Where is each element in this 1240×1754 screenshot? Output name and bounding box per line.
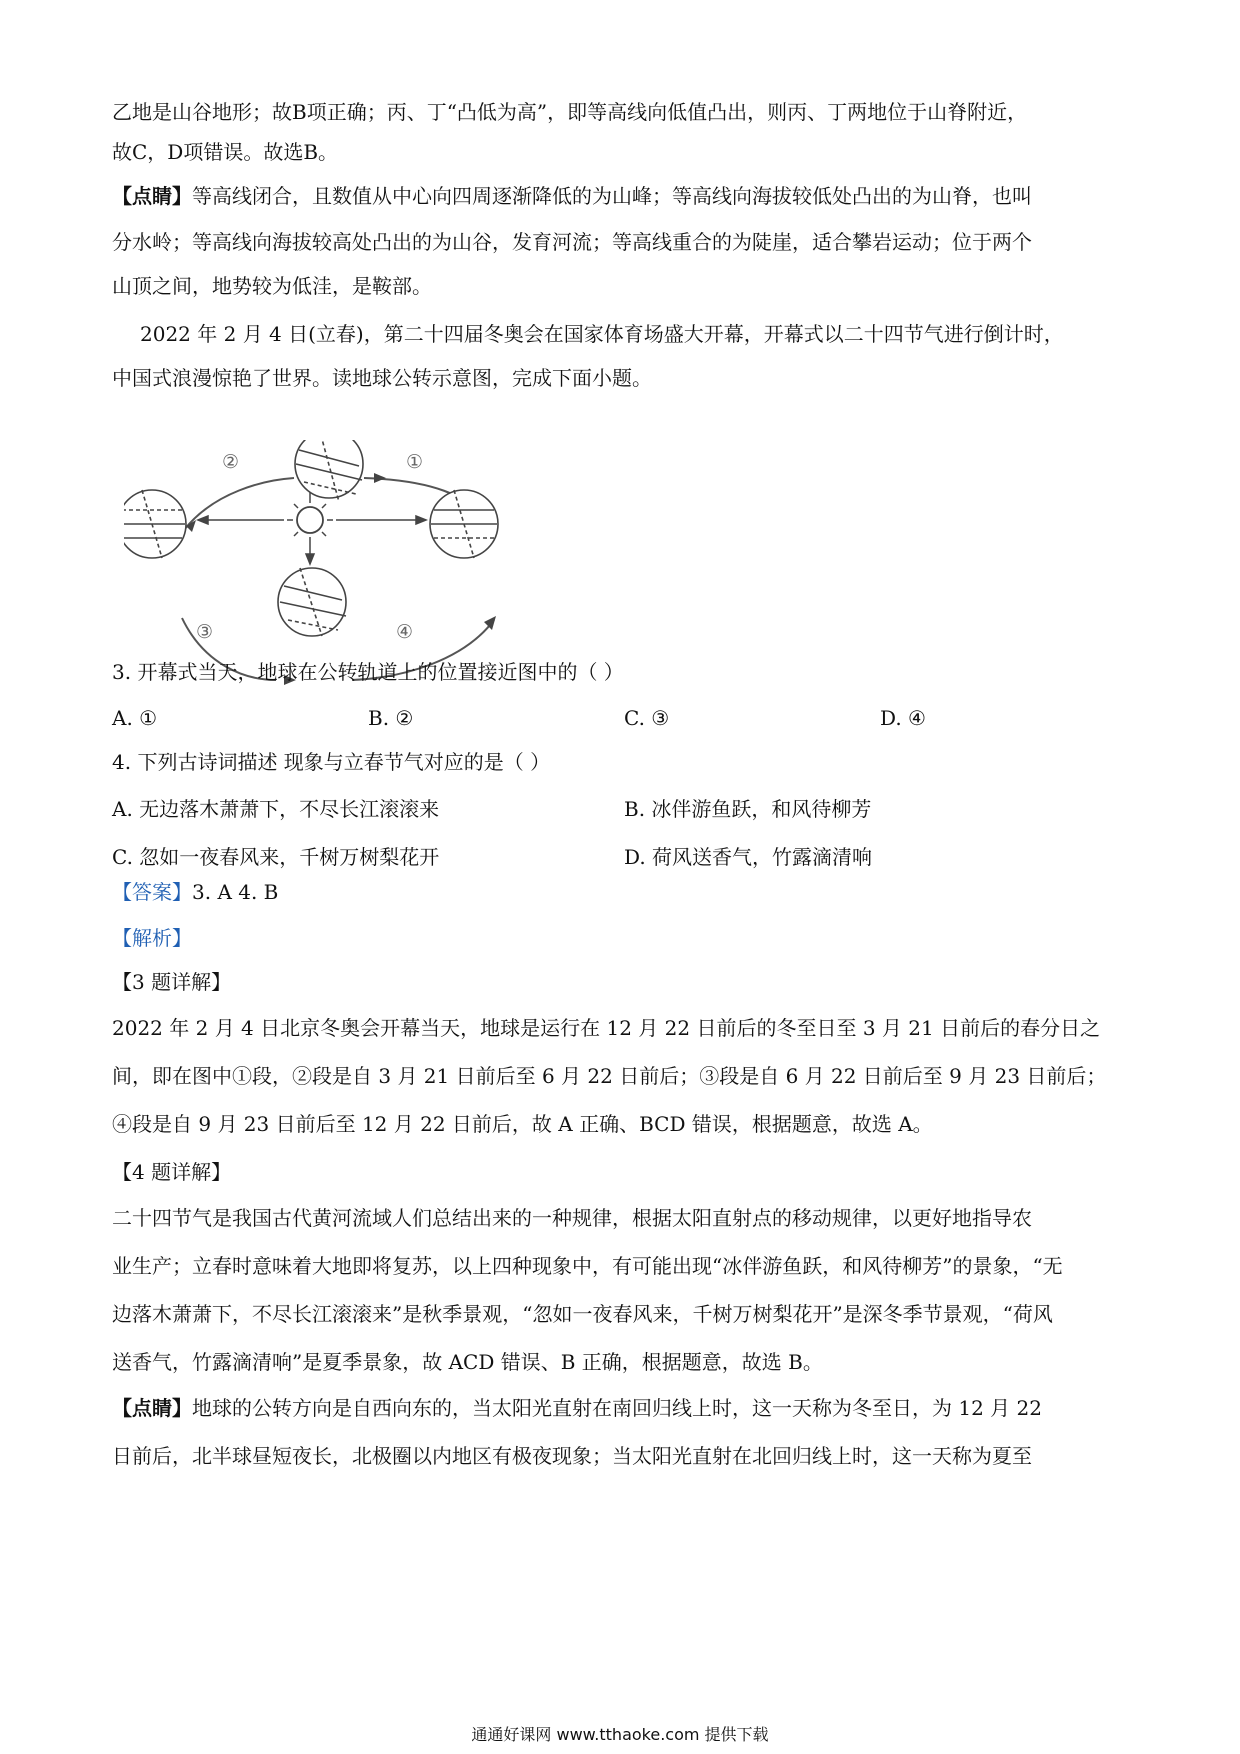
q3-option-d[interactable]: D. ④ (880, 706, 926, 730)
paragraph-line: 乙地是山谷地形；故B项正确；丙、丁“凸低为高”，即等高线向低值凸出，则丙、丁两地位于山脊附近， (112, 100, 1028, 124)
answer-text: 3. A 4. B (192, 880, 279, 904)
q3-option-c[interactable]: C. ③ (624, 706, 670, 730)
intro-line: 2022 年 2 月 4 日(立春)，第二十四届冬奥会在国家体育场盛大开幕，开幕式以二十四节气进行倒计时， (140, 322, 1064, 346)
answer-label: 【答案】 (112, 880, 192, 904)
earth-globe-left (124, 490, 186, 558)
ray-arrow-icon (198, 516, 208, 524)
earth-globe-right (430, 490, 498, 558)
earth-globe-bottom (278, 568, 346, 636)
tip-line: 山顶之间，地势较为低洼，是鞍部。 (112, 274, 432, 298)
question-3-stem: 3. 开幕式当天，地球在公转轨道上的位置接近图中的（ ） (112, 660, 624, 684)
q4-detail-line: 业生产；立春时意味着大地即将复苏，以上四种现象中，有可能出现“冰伴游鱼跃，和风待柳芳”的景象，“无 (112, 1254, 1063, 1278)
q4-option-c[interactable]: C. 忽如一夜春风来，千树万树梨花开 (112, 845, 440, 869)
label-2: ② (222, 451, 240, 473)
tip-text: 等高线闭合，且数值从中心向四周逐渐降低的为山峰；等高线向海拔较低处凸出的为山脊，也叫 (192, 184, 1032, 208)
q4-detail-line: 送香气，竹露滴清响”是夏季景象，故 ACD 错误、B 正确，根据题意，故选 B。 (112, 1350, 823, 1374)
tip-line (112, 1384, 1132, 1433)
label-4: ④ (396, 621, 414, 643)
tip-text: 地球的公转方向是自西向东的，当太阳光直射在南回归线上时，这一天称为冬至日，为 12 月 22 (192, 1396, 1042, 1420)
q4-detail-line: 边落木萧萧下，不尽长江滚滚来”是秋季景观，“忽如一夜春风来，千树万树梨花开”是深冬季节景观，“荷风 (112, 1302, 1053, 1326)
orbit-arrow-icon (484, 616, 496, 630)
label-3: ③ (196, 621, 214, 643)
q4-detail-line: 二十四节气是我国古代黄河流域人们总结出来的一种规律，根据太阳直射点的移动规律，以更好地指导农 (112, 1206, 1032, 1230)
answer-line (112, 868, 1132, 917)
q3-detail-heading: 【3 题详解】 (112, 970, 232, 994)
q3-detail-line: 间，即在图中①段，②段是自 3 月 21 日前后至 6 月 22 日前后；③段是自 6 月 22 日前后至 9 月 23 日前后； (112, 1064, 1107, 1088)
tip-label: 【点睛】 (112, 1396, 192, 1420)
paragraph-line: 故C，D项错误。故选B。 (112, 140, 339, 164)
sun-icon (287, 497, 333, 543)
q4-option-b[interactable]: B. 冰伴游鱼跃，和风待柳芳 (624, 797, 872, 821)
orbit-arc-top-left (184, 478, 294, 530)
tip-line: 日前后，北半球昼短夜长，北极圈以内地区有极夜现象；当太阳光直射在北回归线上时，这一天称为夏至 (112, 1444, 1032, 1468)
q4-option-a[interactable]: A. 无边落木萧萧下，不尽长江滚滚来 (112, 797, 440, 821)
q4-detail-heading: 【4 题详解】 (112, 1160, 232, 1184)
orbit-arrow-icon (374, 473, 386, 483)
q3-detail-line: ④段是自 9 月 23 日前后至 12 月 22 日前后，故 A 正确、BCD 错误，根据题意，故选 A。 (112, 1112, 933, 1136)
tip-line: 分水岭；等高线向海拔较高处凸出的为山谷，发育河流；等高线重合的为陡崖，适合攀岩运动；位于两个 (112, 230, 1032, 254)
tip-line (112, 172, 1132, 221)
q3-option-b[interactable]: B. ② (368, 706, 414, 730)
q3-detail-line: 2022 年 2 月 4 日北京冬奥会开幕当天，地球是运行在 12 月 22 日前后的冬至日至 3 月 21 日前后的春分日之 (112, 1016, 1101, 1040)
tip-label: 【点睛】 (112, 184, 192, 208)
earth-globe-top (295, 440, 363, 502)
question-4-stem: 4. 下列古诗词描述 现象与立春节气对应的是（ ） (112, 750, 551, 774)
ray-arrow-icon (306, 554, 314, 564)
analysis-label: 【解析】 (112, 926, 192, 950)
label-1: ① (406, 451, 424, 473)
ray-arrow-icon (416, 516, 426, 524)
footer-watermark: 通通好课网 www.tthaoke.com 提供下载 (471, 1725, 769, 1744)
q4-option-d[interactable]: D. 荷风送香气，竹露滴清响 (624, 845, 873, 869)
intro-line: 中国式浪漫惊艳了世界。读地球公转示意图，完成下面小题。 (112, 366, 652, 390)
q3-option-a[interactable]: A. ① (112, 706, 158, 730)
